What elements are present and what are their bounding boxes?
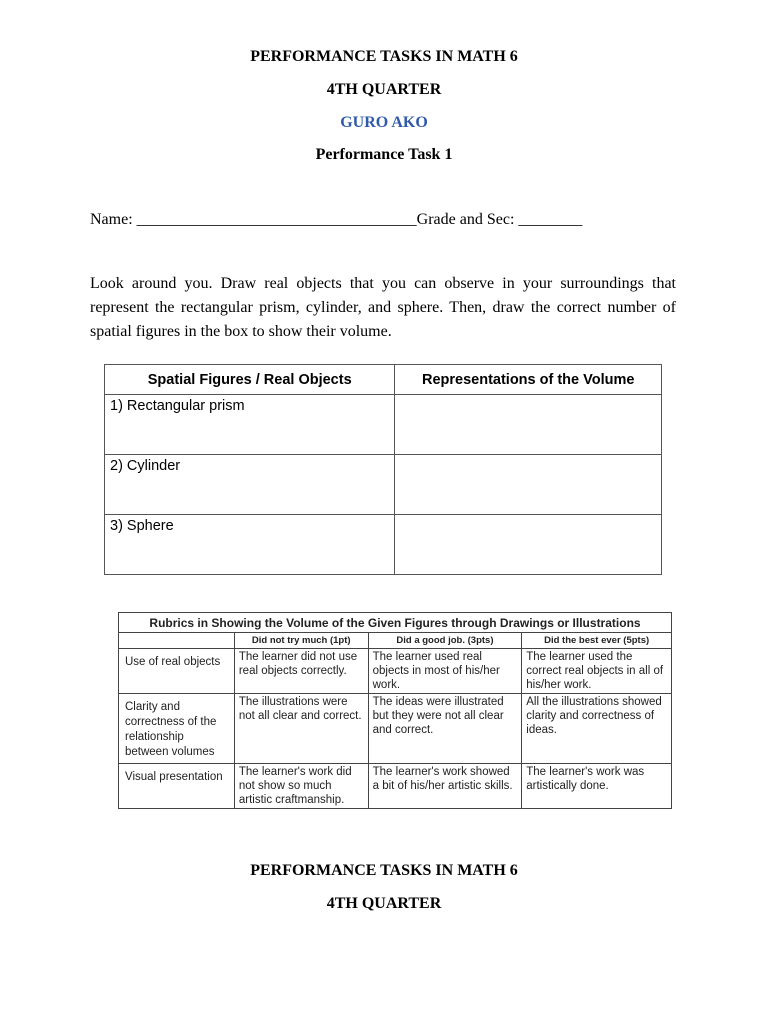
quarter-heading: 4TH QUARTER [326,81,442,98]
rubric-header-row [119,633,672,649]
criterion-label: Visual presentation [119,764,235,809]
table-row [105,395,662,455]
column-header: Spatial Figures / Real Objects [105,365,395,395]
rubric-cell: The ideas were illustrated but they were not all clear and correct. [368,694,522,764]
criterion-label: Clarity and correctness of the relationship between volumes [119,694,235,764]
drawing-box [395,455,662,515]
column-header: Did not try much (1pt) [234,633,368,649]
table-row [105,515,662,575]
table-row [119,694,672,764]
rubric-cell: The learner used the correct real objects in all of his/her work. [522,649,672,694]
rubric-cell: The learner did not use real objects correctly. [234,649,368,694]
rubric-cell: The learner's work did not show so much artistic craftmanship. [234,764,368,809]
rubric-cell: The illustrations were not all clear and correct. [234,694,368,764]
figure-label: 2) Cylinder [105,455,395,515]
instructions-paragraph: Look around you. Draw real objects that you can observe in your surroundings that represent the rectangular prism, cylinder, and sphere. Then, draw the correct number of spatial figures in the box to show their volume. [90,275,676,340]
rubric-cell: All the illustrations showed clarity and correctness of ideas. [522,694,672,764]
footer-quarter: 4TH QUARTER [326,895,442,912]
drawing-box [395,515,662,575]
table-row [119,764,672,809]
figure-label: 1) Rectangular prism [105,395,395,455]
table-row [105,455,662,515]
column-header: Did the best ever (5pts) [522,633,672,649]
rubric-caption: Rubrics in Showing the Volume of the Given Figures through Drawings or Illustrations [119,613,672,633]
rubric-cell: The learner used real objects in most of his/her work. [368,649,522,694]
rubric-cell: The learner's work was artistically done. [522,764,672,809]
name-grade-line: Name: ___________________________________Grade and Sec: ________ [90,211,583,228]
column-header: Representations of the Volume [395,365,662,395]
table-header-row [105,365,662,395]
spatial-figures-table [104,364,662,575]
brand-heading: GURO AKO [340,114,428,131]
table-row [119,649,672,694]
criterion-label: Use of real objects [119,649,235,694]
rubric-table [118,612,672,809]
task-heading: Performance Task 1 [315,146,453,163]
footer-title: PERFORMANCE TASKS IN MATH 6 [250,862,518,879]
rubric-cell: The learner's work showed a bit of his/her artistic skills. [368,764,522,809]
figure-label: 3) Sphere [105,515,395,575]
drawing-box [395,395,662,455]
column-header [119,633,235,649]
column-header: Did a good job. (3pts) [368,633,522,649]
page-title: PERFORMANCE TASKS IN MATH 6 [250,48,518,65]
